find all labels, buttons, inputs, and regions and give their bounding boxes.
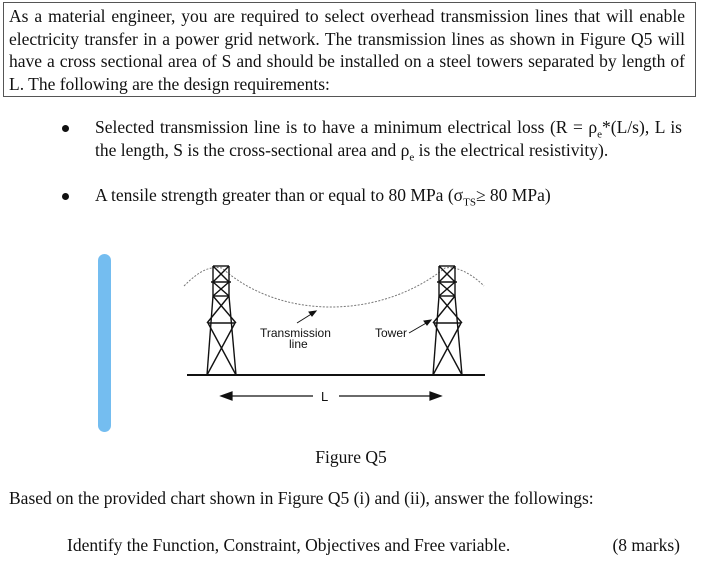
transmission-label: Transmission — [260, 326, 331, 340]
right-tower-icon — [433, 266, 462, 375]
task-text: Identify the Function, Constraint, Objectives and Free variable. — [67, 535, 511, 555]
question-text: Based on the provided chart shown in Figure Q5 (i) and (ii), answer the followings: — [9, 488, 594, 508]
requirement-text: Selected transmission line is to have a minimum electrical loss ($R = \rho_e*(L/s)$, L is the length, S is the cross-sectional area and $\rho_e$ is the electrical resistivity). — [95, 117, 682, 163]
marks-label: (8 marks) — [612, 535, 680, 555]
transmission-label-line2: line — [289, 337, 308, 351]
figure-caption: Figure Q5 — [315, 447, 387, 467]
tower-label: Tower — [375, 326, 408, 340]
left-tower-icon — [207, 266, 236, 375]
requirement-text: A tensile strength greater than or equal to 80 MPa ($\sigma_{TS}\ge 80$ MPa) — [95, 185, 551, 209]
length-label: L — [321, 389, 329, 404]
pointer-arrow-icon — [297, 311, 316, 323]
intro-paragraph: As a material engineer, you are required to select overhead transmission lines that will enable electricity transfer in a power grid network. The transmission lines as shown in Figure Q5 will have a cross sectional area of S and should be installed on a steel towers separated by length of L. The following are the design requirements: — [9, 6, 685, 94]
length-dimension-arrow — [221, 392, 441, 400]
pointer-arrow-icon — [409, 320, 431, 333]
